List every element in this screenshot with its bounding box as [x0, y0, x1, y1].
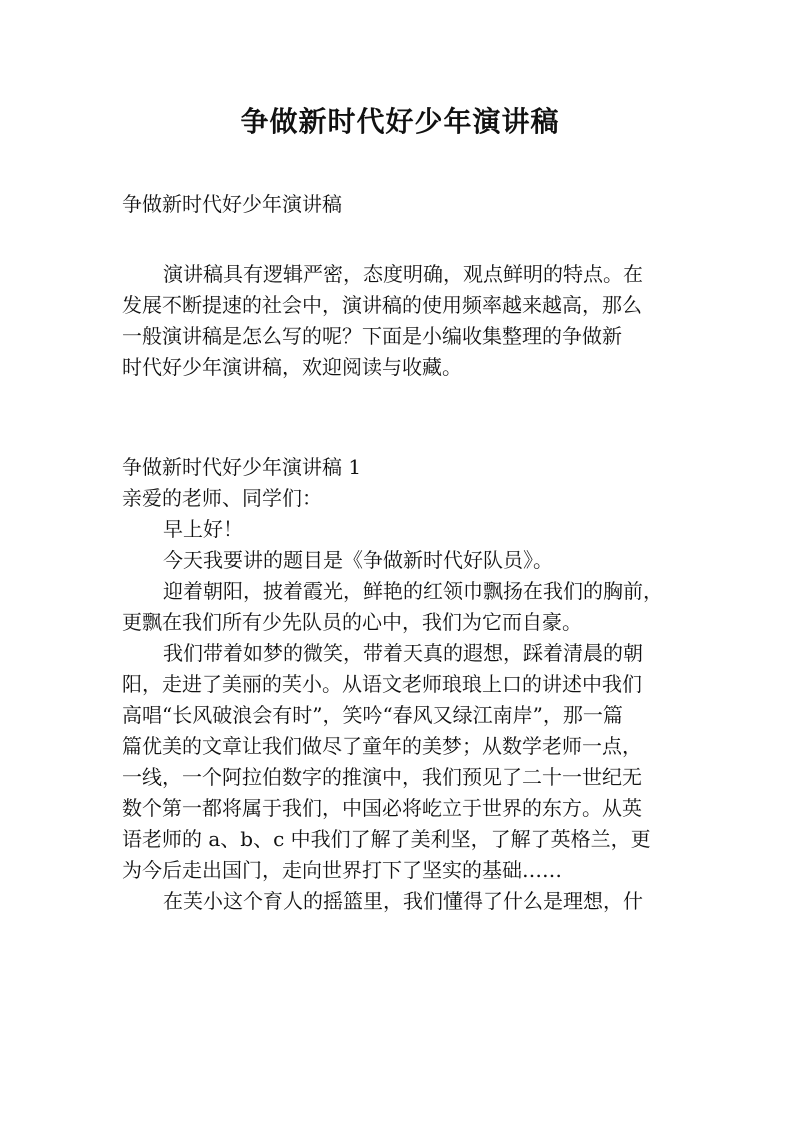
paragraph-line: 为今后走出国门，走向世界打下了坚实的基础……	[122, 858, 562, 882]
document-subtitle: 争做新时代好少年演讲稿	[122, 192, 342, 216]
paragraph-line: 更飘在我们所有少先队员的心中，我们为它而自豪。	[122, 610, 582, 634]
paragraph-line: 语老师的 a、b、c 中我们了解了美利坚，了解了英格兰，更	[122, 827, 651, 851]
paragraph-line: 我们带着如梦的微笑，带着天真的遐想，踩着清晨的朝	[163, 641, 643, 665]
paragraph-line: 一线，一个阿拉伯数字的推演中，我们预见了二十一世纪无	[122, 765, 642, 789]
paragraph-line: 迎着朝阳，披着霞光，鲜艳的红领巾飘扬在我们的胸前，	[163, 579, 663, 603]
topic-line: 今天我要讲的题目是《争做新时代好队员》。	[163, 548, 553, 572]
intro-line: 演讲稿具有逻辑严密，态度明确，观点鲜明的特点。在	[163, 262, 643, 286]
intro-line: 发展不断提速的社会中，演讲稿的使用频率越来越高，那么	[122, 293, 642, 317]
salutation: 亲爱的老师、同学们：	[122, 486, 322, 510]
intro-line: 一般演讲稿是怎么写的呢？下面是小编收集整理的争做新	[122, 324, 622, 348]
intro-paragraph	[122, 259, 682, 383]
greeting: 早上好！	[163, 517, 243, 541]
paragraph-line: 数个第一都将属于我们，中国必将屹立于世界的东方。从英	[122, 796, 642, 820]
speech-section	[122, 452, 682, 917]
intro-line: 时代好少年演讲稿，欢迎阅读与收藏。	[122, 355, 462, 379]
paragraph-line: 阳，走进了美丽的芙小。从语文老师琅琅上口的讲述中我们	[122, 672, 642, 696]
paragraph-line: 在芙小这个育人的摇篮里，我们懂得了什么是理想，什	[163, 889, 643, 913]
paragraph-line: 篇优美的文章让我们做尽了童年的美梦；从数学老师一点，	[122, 734, 642, 758]
section-heading: 争做新时代好少年演讲稿 1	[122, 455, 362, 479]
document-title: 争做新时代好少年演讲稿	[240, 105, 560, 138]
paragraph-line: 高唱“长风破浪会有时”，笑吟“春风又绿江南岸”，那一篇	[122, 703, 623, 727]
